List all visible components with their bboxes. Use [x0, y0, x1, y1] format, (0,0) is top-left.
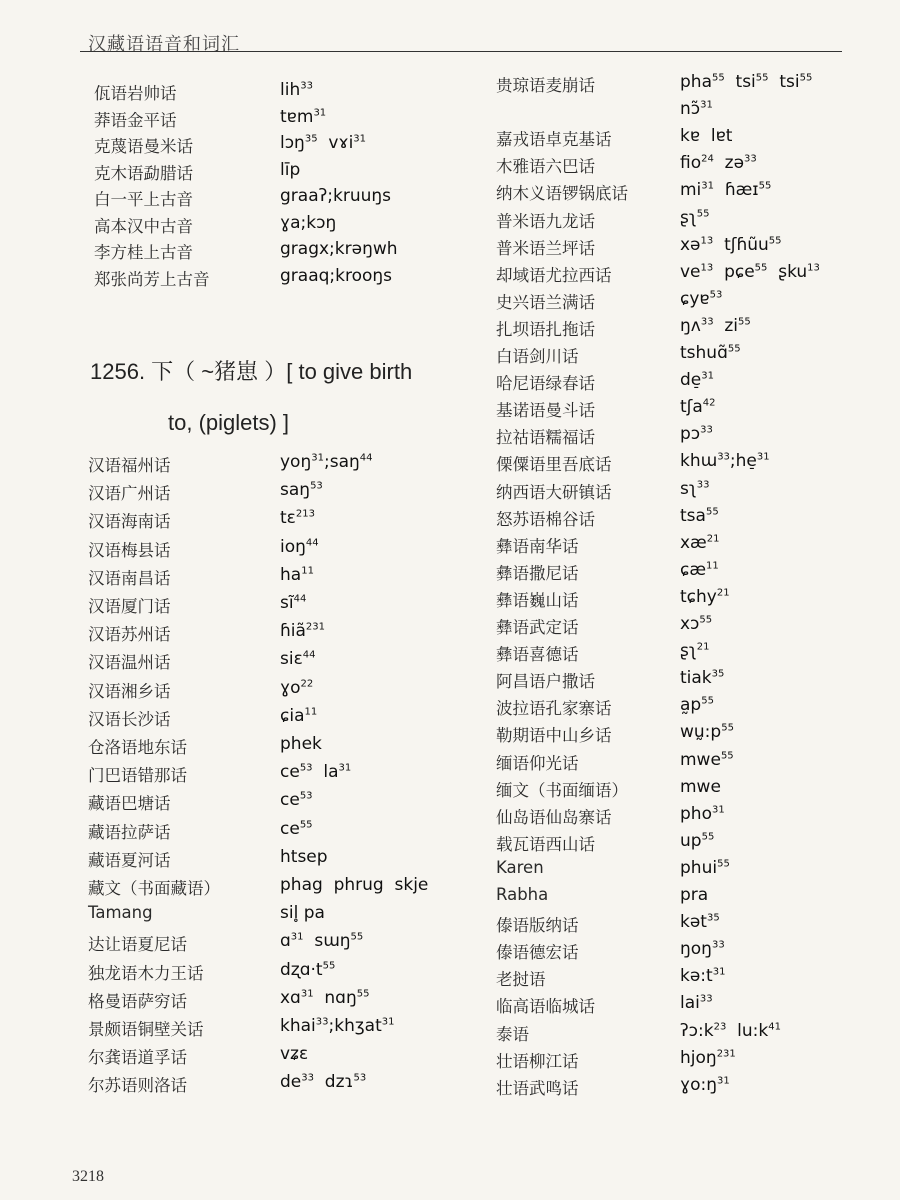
language-name: 扎坝语扎拖话 — [496, 319, 595, 339]
phonetic-form: phek — [280, 734, 322, 754]
language-name: 高本汉中古音 — [94, 216, 193, 236]
phonetic-form: saŋ$^{53}$ — [280, 480, 323, 501]
language-name: 李方桂上古音 — [94, 243, 193, 262]
phonetic-form: xə$^{13}$ tʃɦũu$^{55}$ — [680, 234, 782, 255]
language-name: 壮语武鸣话 — [496, 1078, 579, 1098]
phonetic-form: tiak$^{35}$ — [680, 668, 725, 689]
language-name: 仙岛语仙岛寨话 — [496, 807, 612, 827]
phonetic-form: yoŋ$^{31}$;saŋ$^{44}$ — [280, 452, 373, 472]
language-name: 哈尼语绿春话 — [496, 374, 595, 394]
language-name: 彝语巍山话 — [496, 590, 579, 610]
language-name: 贵琼语麦崩话 — [496, 76, 595, 95]
language-name: 佤语岩帅话 — [94, 84, 177, 103]
phonetic-form: pra — [680, 885, 709, 905]
phonetic-form: ŋʌ$^{33}$ $zi^{55}$ — [680, 315, 751, 336]
phonetic-form: tɕhy$^{21}$ — [680, 586, 730, 607]
language-name: 达让语夏尼话 — [88, 935, 187, 955]
language-name: 汉语南昌话 — [88, 568, 171, 588]
language-name: 仓洛语地东话 — [88, 738, 187, 757]
phonetic-form: $xæ^{21}$ — [680, 532, 720, 553]
language-name: 藏语巴塘话 — [88, 794, 171, 814]
phonetic-form: ioŋ$^{44}$ — [280, 536, 319, 557]
phonetic-form: pho$^{31}$ — [680, 803, 725, 824]
language-name: 普米语九龙话 — [496, 211, 595, 231]
language-name: 纳木义语锣锅底话 — [496, 184, 628, 204]
phonetic-form: kət$^{35}$ — [680, 912, 720, 933]
phonetic-form: pha$^{55}$ tsi$^{55}$ tsi$^{55}$ — [680, 72, 813, 92]
language-name: 纳西语大研镇话 — [496, 482, 612, 502]
phonetic-form: xɔ$^{55}$ — [680, 614, 713, 634]
language-name: 老挝语 — [496, 970, 546, 990]
language-name: 白一平上古音 — [94, 190, 193, 209]
phonetic-form: graaʔ;kruuŋs — [280, 186, 392, 206]
language-name: Tamang — [88, 903, 153, 923]
phonetic-form: vʑɛ — [280, 1044, 309, 1065]
phonetic-form: ŋoŋ$^{33}$ — [680, 939, 725, 960]
language-name: 克蔑语曼米话 — [94, 137, 193, 156]
phonetic-form: $mi^{31}$ ɦæɪ$^{55}$ — [680, 180, 772, 201]
language-name: 基诺语曼斗话 — [496, 401, 595, 421]
phonetic-form: līp — [280, 159, 301, 180]
phonetic-form: nɔ̃$^{31}$ — [680, 99, 713, 120]
phonetic-form: $ʔɔ:k^{23}$ $lu:k^{41}$ — [680, 1020, 781, 1041]
language-name: 白语剑川话 — [496, 347, 579, 366]
language-name: 彝语南华话 — [496, 536, 579, 556]
phonetic-form: $ve^{13}$ pɕe$^{55}$ ʂku$^{13}$ — [680, 261, 820, 282]
phonetic-form: tshuɑ̃$^{55}$ — [680, 343, 741, 363]
entry-title-line1: 1256. 下（ ~猪崽 ）[ to give birth — [90, 359, 413, 384]
language-name: 尔龚语道孚话 — [88, 1048, 187, 1068]
language-name: 波拉语孔家寨话 — [496, 699, 612, 719]
phonetic-form: sʅ$^{33}$ — [680, 478, 710, 499]
language-name: 独龙语木力王话 — [88, 963, 204, 983]
phonetic-form: ɕia$^{11}$ — [280, 705, 318, 726]
header-rule — [80, 51, 842, 52]
language-name: 彝语撒尼话 — [496, 563, 579, 583]
language-name: 彝语武定话 — [496, 618, 579, 637]
language-name: 汉语福州话 — [88, 456, 171, 475]
language-name: 郑张尚芳上古音 — [94, 269, 210, 289]
language-name: 傈僳语里吾底话 — [496, 455, 612, 475]
language-name: 壮语柳江话 — [496, 1051, 579, 1071]
phonetic-form: $ha^{11}$ — [280, 564, 314, 585]
language-name: 汉语苏州话 — [88, 625, 171, 645]
phonetic-form: hjoŋ$^{231}$ — [680, 1047, 736, 1068]
phonetic-form: $wṵ:p^{55}$ — [680, 722, 734, 743]
phonetic-form: gragx;krəŋwh — [280, 239, 398, 259]
language-name: 却域语尤拉西话 — [496, 265, 612, 285]
language-name: 临高语临城话 — [496, 997, 595, 1017]
language-name: 藏语夏河话 — [88, 850, 171, 870]
language-name: 泰语 — [496, 1024, 529, 1044]
language-name: 汉语长沙话 — [88, 709, 171, 729]
phonetic-form: xɑ$^{31}$ nɑŋ$^{55}$ — [280, 987, 370, 1008]
language-name: 怒苏语棉谷话 — [496, 509, 595, 529]
language-name: 尔苏语则洛话 — [88, 1076, 187, 1096]
phonetic-form: htsep — [280, 846, 328, 867]
language-name: 克木语勐腊话 — [94, 163, 193, 183]
phonetic-form: khai$^{33}$;khʒat$^{31}$ — [280, 1016, 395, 1036]
language-name: 傣语德宏话 — [496, 943, 579, 963]
phonetic-form: ɣo$^{22}$ — [280, 677, 314, 698]
language-name: 嘉戎语卓克基话 — [496, 130, 612, 150]
phonetic-form: $dʐɑ\cdot t^{55}$ — [280, 959, 336, 980]
phonetic-form: $ce^{53}$ — [280, 790, 313, 811]
language-name: 史兴语兰满话 — [496, 292, 595, 312]
language-name: 门巴语错那话 — [88, 766, 187, 786]
language-name: 汉语海南话 — [88, 512, 171, 532]
phonetic-form: fio$^{24}$ zə$^{33}$ — [680, 153, 757, 174]
language-name: 拉祜语糯福话 — [496, 428, 595, 448]
entry-title-line2: to, (piglets) ] — [168, 410, 290, 435]
phonetic-form: $kə:t^{31}$ — [680, 966, 726, 987]
language-name: 藏语拉萨话 — [88, 822, 171, 842]
page-number: 3218 — [72, 1168, 104, 1185]
phonetic-form: siɛ$^{44}$ — [280, 649, 316, 670]
phonetic-form: sil̥ pa — [280, 903, 325, 924]
language-name: 莽语金平话 — [94, 110, 177, 130]
phonetic-form: phui$^{55}$ — [680, 857, 730, 878]
language-name: 载瓦语西山话 — [496, 834, 595, 854]
phonetic-form: tʃa$^{42}$ — [680, 397, 716, 418]
language-name: Karen — [496, 857, 544, 877]
phonetic-form: $ce^{55}$ — [280, 818, 313, 839]
phonetic-form: tɛ$^{213}$ — [280, 508, 315, 529]
phonetic-form: $a̰p^{55}$ — [680, 695, 714, 716]
phonetic-form: $de^{33}$ dzɿ$^{53}$ — [280, 1072, 367, 1093]
language-name: 普米语兰坪话 — [496, 238, 595, 258]
phonetic-form: $up^{55}$ — [680, 830, 715, 851]
phonetic-form: ɑ$^{31}$ sɯŋ$^{55}$ — [280, 931, 364, 952]
phonetic-form: graaq;krooŋs — [280, 265, 393, 286]
phonetic-form: mwe$^{55}$ — [680, 749, 734, 770]
phonetic-form: ɣa;kɔŋ — [280, 212, 337, 233]
phonetic-form: lɔŋ$^{35}$ vɤi$^{31}$ — [280, 133, 367, 153]
language-name: 汉语广州话 — [88, 484, 171, 504]
language-name: 汉语梅县话 — [88, 540, 171, 560]
language-name: 汉语湘乡话 — [88, 681, 171, 701]
language-name: 藏文（书面藏语） — [88, 879, 220, 898]
language-name: Rabha — [496, 885, 549, 904]
language-name: 格曼语萨穷话 — [88, 991, 187, 1011]
phonetic-form: mwe — [680, 776, 721, 797]
language-name: 傣语版纳话 — [496, 916, 579, 936]
language-name: 景颇语铜壁关话 — [88, 1020, 204, 1039]
language-name: 木雅语六巴话 — [496, 157, 595, 177]
phonetic-form: ɕyɐ$^{53}$ — [680, 288, 723, 309]
phonetic-form: lai$^{33}$ — [680, 993, 713, 1014]
phonetic-form: tɐm$^{31}$ — [280, 106, 327, 127]
language-name: 汉语厦门话 — [88, 597, 171, 616]
phonetic-form: ɦiã$^{231}$ — [280, 621, 326, 642]
running-head: 汉藏语语音和词汇 — [88, 34, 240, 55]
language-name: 勒期语中山乡话 — [496, 726, 612, 746]
language-name: 阿昌语户撒话 — [496, 672, 595, 692]
phonetic-form: lih$^{33}$ — [280, 80, 313, 100]
phonetic-form: tsa$^{55}$ — [680, 505, 719, 526]
phonetic-form: khɯ$^{33}$;he̠$^{31}$ — [680, 451, 770, 472]
phonetic-form: kɐ lɐt — [680, 126, 733, 147]
phonetic-form: phag phrug skje — [280, 875, 429, 895]
phonetic-form: $ce^{53}$ $la^{31}$ — [280, 762, 352, 783]
phonetic-form: de̠$^{31}$ — [680, 370, 714, 391]
phonetic-form: ʂʅ$^{55}$ — [680, 207, 710, 228]
language-name: 缅文（书面缅语） — [496, 780, 628, 800]
phonetic-form: ɕæ$^{11}$ — [680, 559, 719, 580]
language-name: 缅语仰光话 — [496, 753, 579, 773]
phonetic-form: ʂʅ$^{21}$ — [680, 641, 710, 662]
phonetic-form: $sĩ^{44}$ — [280, 593, 307, 613]
language-name: 彝语喜德话 — [496, 645, 579, 665]
phonetic-form: $ɣo:ŋ^{31}$ — [680, 1074, 730, 1095]
language-name: 汉语温州话 — [88, 653, 171, 673]
phonetic-form: pɔ$^{33}$ — [680, 424, 713, 445]
